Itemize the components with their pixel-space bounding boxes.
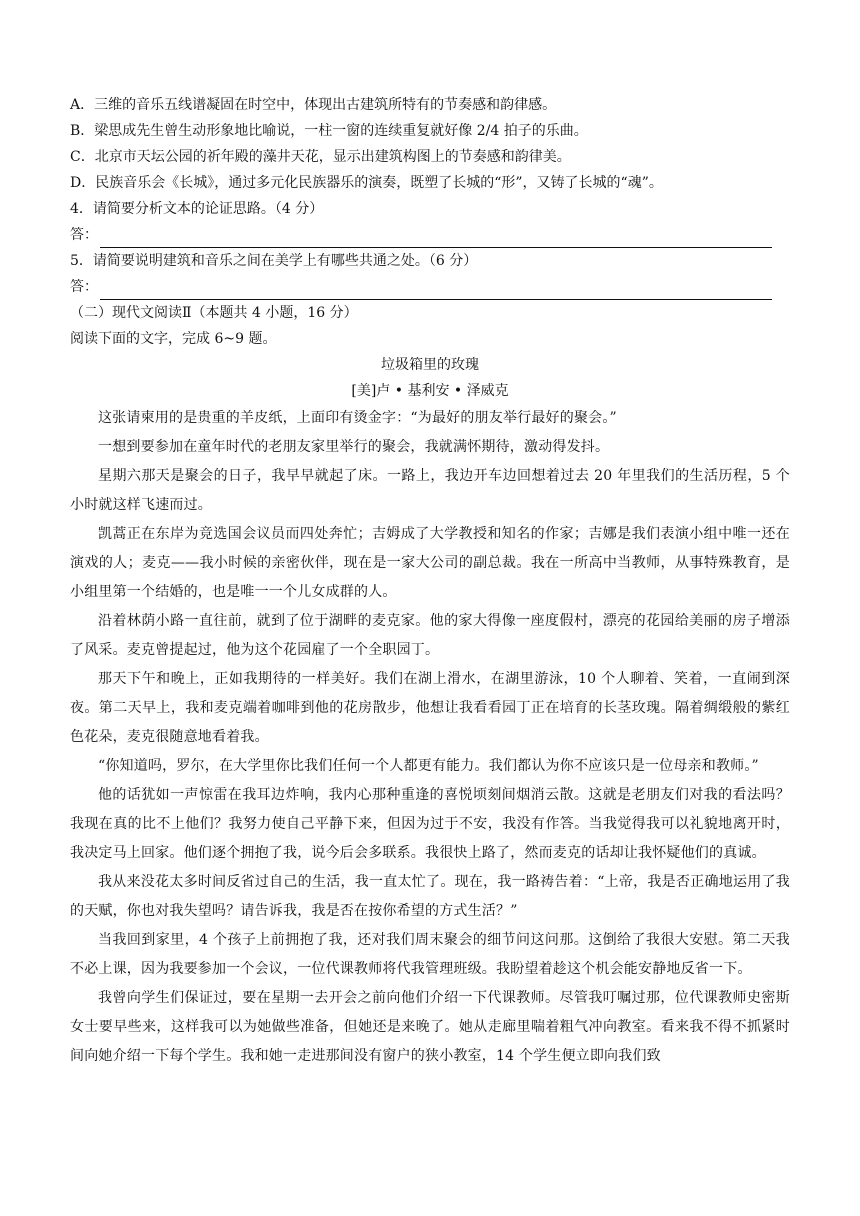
story-paragraph: 沿着林荫小路一直往前，就到了位于湖畔的麦克家。他的家大得像一座度假村，漂亮的花园给美丽的房子增添了风采。麦克曾提起过，他为这个花园雇了一个全职园丁。	[70, 613, 790, 658]
question-5: 5．请简要说明建筑和音乐之间在美学上有哪些共通之处。（6 分）	[70, 253, 478, 269]
answer-rule	[100, 285, 772, 300]
story-paragraph: “你知道吗，罗尔，在大学里你比我们任何一个人都更有能力。我们都认为你不应该只是一位母亲和教师。”	[98, 758, 759, 774]
story-paragraph: 一想到要参加在童年时代的老朋友家里举行的聚会，我就满怀期待，激动得发抖。	[98, 439, 610, 455]
story-paragraph: 星期六那天是聚会的日子，我早早就起了床。一路上，我边开车边回想着过去 20 年里我们的生活历程，5 个小时就这样飞速而过。	[70, 468, 790, 513]
option-a: A．三维的音乐五线谱凝固在时空中，体现出古建筑所特有的节奏感和韵律感。	[70, 97, 557, 113]
story-author: [美]卢 • 基利安 • 泽威克	[351, 383, 509, 399]
answer-label: 答：	[70, 227, 98, 243]
section-heading: （二）现代文阅读Ⅱ（本题共 4 小题，16 分）	[70, 305, 358, 321]
story-paragraph: 他的话犹如一声惊雷在我耳边炸响，我内心那种重逢的喜悦顷刻间烟消云散。这就是老朋友们对我的看法吗？我现在真的比不上他们？我努力使自己平静下来，但因为过于不安，我没有作答。当我觉得我可以礼貌地离开时，我决定马上回家。他们逐个拥抱了我，说今后会多联系。我很快上路了，然而麦克的话却让我怀疑他们的真诚。	[70, 787, 790, 861]
story-title: 垃圾箱里的玫瑰	[381, 357, 479, 373]
story-paragraph: 这张请柬用的是贵重的羊皮纸，上面印有烫金字：“为最好的朋友举行最好的聚会。”	[98, 410, 617, 426]
story-paragraph: 当我回到家里，4 个孩子上前拥抱了我，还对我们周末聚会的细节问这问那。这倒给了我很大安慰。第二天我不必上课，因为我要参加一个会议，一位代课教师将代我管理班级。我盼望着趁这个机会能安静地反省一下。	[70, 932, 790, 977]
option-d: D．民族音乐会《长城》，通过多元化民族器乐的演奏，既塑了长城的“形”，又铸了长城的“魂”。	[70, 175, 663, 191]
story-paragraph: 我曾向学生们保证过，要在星期一去开会之前向他们介绍一下代课教师。尽管我叮嘱过那，位代课教师史密斯女士要早些来，这样我可以为她做些准备，但她还是来晚了。她从走廊里喘着粗气冲向教室。看来我不得不抓紧时间向她介绍一下每个学生。我和她一走进那间没有窗户的狭小教室，14 个学生便立即向我们致	[70, 990, 790, 1064]
reading-instruction: 阅读下面的文字，完成 6~9 题。	[70, 331, 277, 347]
exam-page	[70, 92, 790, 1071]
answer-line-4[interactable]	[70, 222, 790, 248]
answer-rule	[100, 233, 772, 248]
story-paragraph: 凯蒿正在东岸为竞选国会议员而四处奔忙；吉姆成了大学教授和知名的作家；吉娜是我们表演小组中唯一还在演戏的人；麦克——我小时候的亲密伙伴，现在是一家大公司的副总裁。我在一所高中当教师，从事特殊教育，是小组里第一个结婚的，也是唯一一个儿女成群的人。	[70, 526, 790, 600]
question-4: 4．请简要分析文本的论证思路。（4 分）	[70, 201, 324, 217]
story-paragraph: 那天下午和晚上，正如我期待的一样美好。我们在湖上滑水，在湖里游泳，10 个人聊着、笑着，一直闹到深夜。第二天早上，我和麦克端着咖啡到他的花房散步，他想让我看看园丁正在培育的长茎玫瑰。隔着绸缎般的紫红色花朵，麦克很随意地看着我。	[70, 671, 790, 745]
story-paragraph: 我从来没花太多时间反省过自己的生活，我一直太忙了。现在，我一路祷告着：“上帝，我是否正确地运用了我的天赋，你也对我失望吗？请告诉我，我是否在按你希望的方式生活？”	[70, 874, 790, 919]
answer-label: 答：	[70, 279, 98, 295]
answer-line-5[interactable]	[70, 274, 790, 300]
option-c: C．北京市天坛公园的祈年殿的藻井天花，显示出建筑构图上的节奏感和韵律美。	[70, 149, 571, 165]
option-b: B．梁思成先生曾生动形象地比喻说，一柱一窗的连续重复就好像 2/4 拍子的乐曲。	[70, 123, 588, 139]
